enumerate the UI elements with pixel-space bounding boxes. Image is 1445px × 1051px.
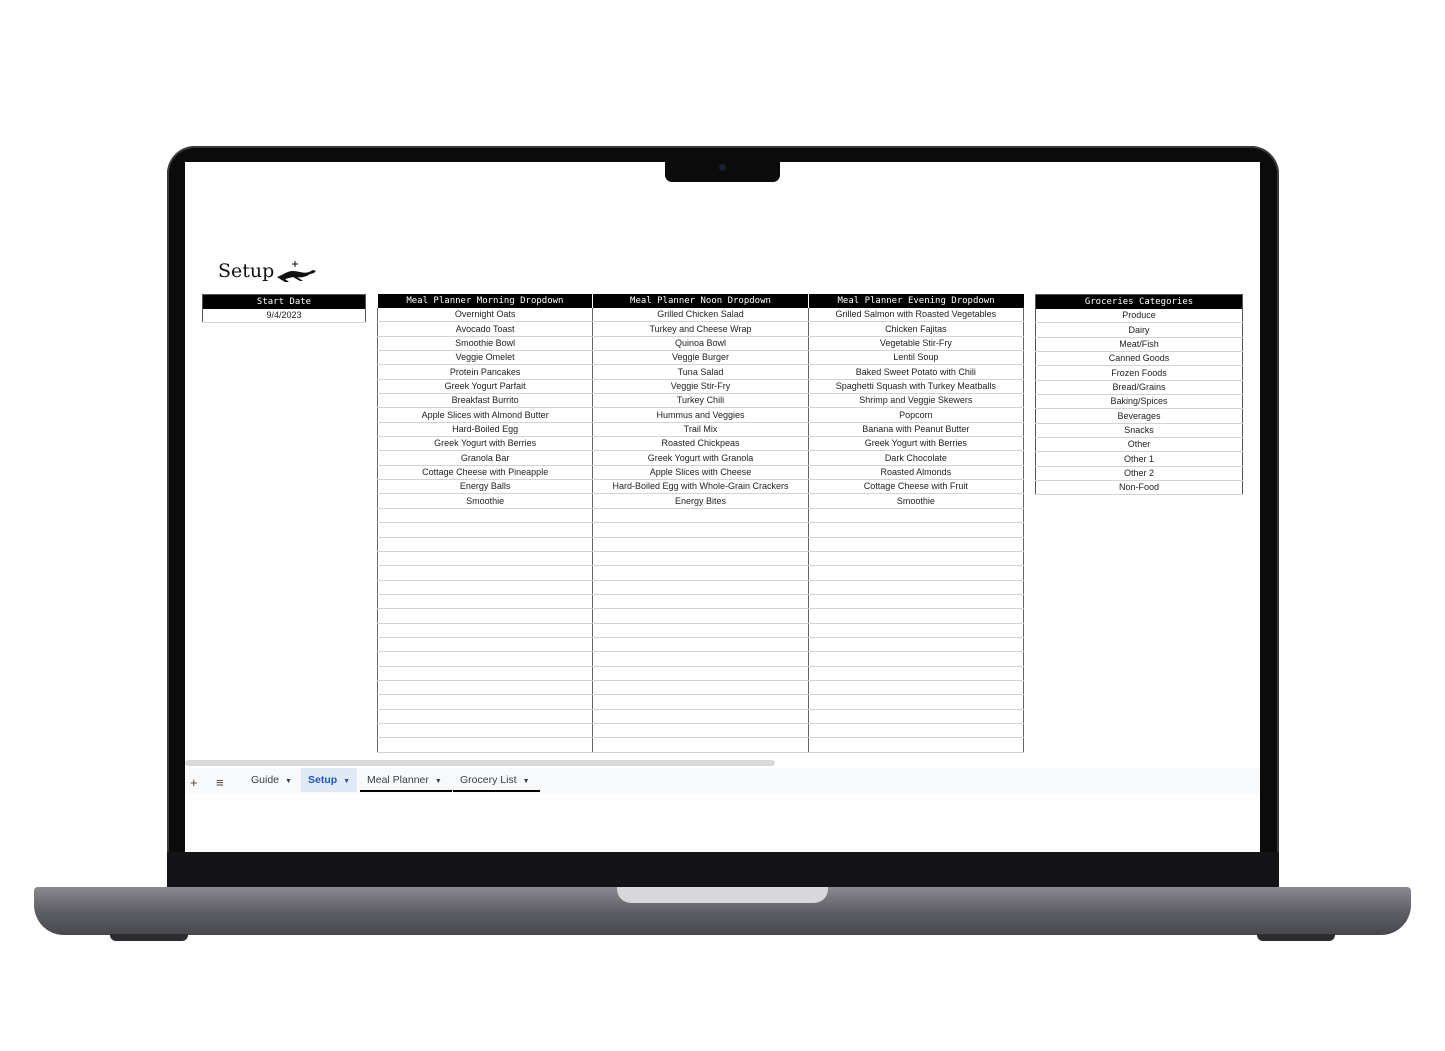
grocery-category-cell[interactable]: Meat/Fish xyxy=(1036,337,1243,351)
tab-guide[interactable] xyxy=(244,768,299,792)
table-row xyxy=(378,652,1024,666)
meal-cell[interactable] xyxy=(378,594,593,608)
meal-cell[interactable]: Cottage Cheese with Pineapple xyxy=(378,465,593,479)
meal-cell[interactable] xyxy=(593,666,808,680)
meal-cell[interactable]: Veggie Stir-Fry xyxy=(593,379,808,393)
meal-cell[interactable] xyxy=(593,738,808,752)
meal-cell[interactable] xyxy=(378,680,593,694)
meal-cell[interactable] xyxy=(378,623,593,637)
camera-icon xyxy=(719,164,726,171)
table-row xyxy=(1036,380,1243,394)
meal-cell[interactable]: Greek Yogurt Parfait xyxy=(378,379,593,393)
grocery-category-cell[interactable]: Produce xyxy=(1036,309,1243,323)
table-row xyxy=(1036,409,1243,423)
grocery-category-cell[interactable]: Baking/Spices xyxy=(1036,395,1243,409)
table-row xyxy=(1036,323,1243,337)
meal-cell[interactable] xyxy=(593,623,808,637)
meal-cell[interactable]: Apple Slices with Almond Butter xyxy=(378,408,593,422)
meal-cell[interactable]: Roasted Chickpeas xyxy=(593,437,808,451)
spreadsheet-screen xyxy=(185,162,1260,852)
table-row xyxy=(378,408,1024,422)
table-row xyxy=(378,666,1024,680)
meal-cell[interactable]: Spaghetti Squash with Turkey Meatballs xyxy=(808,379,1023,393)
table-row xyxy=(1036,481,1243,495)
meal-cell[interactable] xyxy=(378,695,593,709)
meal-dropdown-table xyxy=(377,294,1024,753)
meal-cell[interactable]: Trail Mix xyxy=(593,422,808,436)
table-row xyxy=(378,336,1024,350)
tab-meal-planner[interactable] xyxy=(360,768,452,792)
add-sheet-button[interactable]: + xyxy=(190,775,198,790)
table-row xyxy=(378,422,1024,436)
meal-cell[interactable]: Energy Balls xyxy=(378,480,593,494)
table-row xyxy=(378,351,1024,365)
page-title: Setup xyxy=(218,260,275,282)
meal-cell[interactable] xyxy=(808,738,1023,752)
meal-cell[interactable] xyxy=(808,695,1023,709)
meal-cell[interactable] xyxy=(593,551,808,565)
start-date-table xyxy=(202,294,366,323)
meal-cell[interactable] xyxy=(808,666,1023,680)
meal-cell[interactable] xyxy=(808,551,1023,565)
table-row xyxy=(378,723,1024,737)
table-row xyxy=(378,680,1024,694)
meal-cell[interactable]: Protein Pancakes xyxy=(378,365,593,379)
meal-cell[interactable]: Overnight Oats xyxy=(378,308,593,322)
table-row xyxy=(378,637,1024,651)
meal-cell[interactable]: Hummus and Veggies xyxy=(593,408,808,422)
meal-cell[interactable] xyxy=(378,609,593,623)
tab-label: Meal Planner xyxy=(367,774,429,786)
table-row xyxy=(1036,466,1243,480)
table-row xyxy=(378,365,1024,379)
meal-cell[interactable]: Chicken Fajitas xyxy=(808,322,1023,336)
all-sheets-menu-icon[interactable]: ≡ xyxy=(216,775,224,790)
table-row xyxy=(1036,452,1243,466)
meal-cell[interactable] xyxy=(808,609,1023,623)
meal-cell[interactable] xyxy=(378,652,593,666)
sheet-tab-bar xyxy=(185,768,1260,794)
meal-cell[interactable]: Grilled Salmon with Roasted Vegetables xyxy=(808,308,1023,322)
table-row xyxy=(378,709,1024,723)
laptop-foot xyxy=(110,934,188,941)
meal-cell[interactable]: Lentil Soup xyxy=(808,351,1023,365)
caret-down-icon[interactable]: ▼ xyxy=(343,778,351,785)
meal-cell[interactable]: Greek Yogurt with Berries xyxy=(808,437,1023,451)
table-row xyxy=(378,594,1024,608)
meal-cell[interactable] xyxy=(593,594,808,608)
caret-down-icon[interactable]: ▼ xyxy=(285,778,292,785)
grocery-category-cell[interactable]: Other xyxy=(1036,438,1243,452)
meal-cell[interactable]: Banana with Peanut Butter xyxy=(808,422,1023,436)
meal-cell[interactable] xyxy=(378,580,593,594)
meal-cell[interactable] xyxy=(808,623,1023,637)
meal-cell[interactable] xyxy=(593,637,808,651)
table-row xyxy=(1036,352,1243,366)
meal-cell[interactable]: Smoothie xyxy=(378,494,593,508)
meal-cell[interactable] xyxy=(593,680,808,694)
meal-cell[interactable] xyxy=(808,680,1023,694)
meal-cell[interactable]: Smoothie Bowl xyxy=(378,336,593,350)
morning-header: Meal Planner Morning Dropdown xyxy=(378,294,593,308)
table-row xyxy=(1036,395,1243,409)
table-row xyxy=(1036,438,1243,452)
meal-cell[interactable]: Tuna Salad xyxy=(593,365,808,379)
table-row xyxy=(378,551,1024,565)
meal-cell[interactable]: Turkey and Cheese Wrap xyxy=(593,322,808,336)
laptop-foot xyxy=(1257,934,1335,941)
meal-cell[interactable] xyxy=(808,566,1023,580)
groceries-categories-table xyxy=(1035,294,1243,495)
meal-cell[interactable] xyxy=(808,652,1023,666)
evening-header: Meal Planner Evening Dropdown xyxy=(808,294,1023,308)
table-row xyxy=(378,451,1024,465)
meal-cell[interactable]: Veggie Omelet xyxy=(378,351,593,365)
meal-cell[interactable] xyxy=(378,637,593,651)
tab-label: Setup xyxy=(308,774,338,786)
table-row xyxy=(378,523,1024,537)
meal-cell[interactable] xyxy=(808,537,1023,551)
table-row xyxy=(1036,337,1243,351)
tab-setup[interactable] xyxy=(301,768,357,792)
table-row xyxy=(378,322,1024,336)
table-row xyxy=(1036,366,1243,380)
horizontal-scrollbar[interactable] xyxy=(185,760,775,766)
meal-cell[interactable] xyxy=(378,523,593,537)
table-row xyxy=(378,494,1024,508)
grocery-category-cell[interactable]: Other 1 xyxy=(1036,452,1243,466)
meal-cell[interactable] xyxy=(378,709,593,723)
table-row xyxy=(378,480,1024,494)
tab-grocery-list[interactable] xyxy=(453,768,540,792)
meal-cell[interactable]: Breakfast Burrito xyxy=(378,394,593,408)
tab-label: Guide xyxy=(251,774,280,786)
meal-cell[interactable] xyxy=(593,580,808,594)
meal-cell[interactable] xyxy=(593,566,808,580)
meal-cell[interactable]: Grilled Chicken Salad xyxy=(593,308,808,322)
table-row xyxy=(378,508,1024,522)
meal-cell[interactable]: Vegetable Stir-Fry xyxy=(808,336,1023,350)
table-row xyxy=(378,437,1024,451)
meal-cell[interactable] xyxy=(378,551,593,565)
meal-cell[interactable] xyxy=(378,666,593,680)
meal-cell[interactable]: Turkey Chili xyxy=(593,394,808,408)
meal-cell[interactable] xyxy=(808,580,1023,594)
meal-cell[interactable] xyxy=(593,523,808,537)
meal-cell[interactable] xyxy=(378,566,593,580)
meal-cell[interactable] xyxy=(808,523,1023,537)
grocery-category-cell[interactable]: Snacks xyxy=(1036,423,1243,437)
table-row xyxy=(378,308,1024,322)
meal-cell[interactable]: Popcorn xyxy=(808,408,1023,422)
start-date-header: Start Date xyxy=(203,295,366,310)
grocery-category-cell[interactable]: Dairy xyxy=(1036,323,1243,337)
greyhound-logo-icon xyxy=(273,258,319,284)
meal-cell[interactable]: Roasted Almonds xyxy=(808,465,1023,479)
meal-cell[interactable] xyxy=(808,709,1023,723)
meal-cell[interactable] xyxy=(378,508,593,522)
noon-header: Meal Planner Noon Dropdown xyxy=(593,294,808,308)
meal-cell[interactable] xyxy=(378,738,593,752)
meal-cell[interactable] xyxy=(593,652,808,666)
table-row xyxy=(1036,309,1243,323)
grocery-category-cell[interactable]: Frozen Foods xyxy=(1036,366,1243,380)
meal-cell[interactable] xyxy=(808,723,1023,737)
meal-cell[interactable]: Greek Yogurt with Granola xyxy=(593,451,808,465)
meal-cell[interactable]: Avocado Toast xyxy=(378,322,593,336)
table-row xyxy=(378,738,1024,752)
grocery-category-cell[interactable]: Beverages xyxy=(1036,409,1243,423)
meal-cell[interactable]: Hard-Boiled Egg xyxy=(378,422,593,436)
meal-cell[interactable]: Baked Sweet Potato with Chili xyxy=(808,365,1023,379)
caret-down-icon[interactable]: ▼ xyxy=(522,778,530,785)
table-row xyxy=(378,566,1024,580)
meal-cell[interactable]: Hard-Boiled Egg with Whole-Grain Crackers xyxy=(593,480,808,494)
caret-down-icon[interactable]: ▼ xyxy=(434,778,442,785)
groceries-header: Groceries Categories xyxy=(1036,295,1243,310)
grocery-category-cell[interactable]: Other 2 xyxy=(1036,466,1243,480)
meal-cell[interactable]: Shrimp and Veggie Skewers xyxy=(808,394,1023,408)
meal-cell[interactable] xyxy=(378,723,593,737)
meal-cell[interactable] xyxy=(808,508,1023,522)
meal-cell[interactable] xyxy=(593,695,808,709)
meal-cell[interactable] xyxy=(378,537,593,551)
meal-cell[interactable]: Energy Bites xyxy=(593,494,808,508)
grocery-category-cell[interactable]: Non-Food xyxy=(1036,481,1243,495)
table-row xyxy=(378,609,1024,623)
meal-cell[interactable]: Greek Yogurt with Berries xyxy=(378,437,593,451)
table-row xyxy=(378,379,1024,393)
meal-cell[interactable]: Cottage Cheese with Fruit xyxy=(808,480,1023,494)
meal-cell[interactable] xyxy=(593,508,808,522)
table-row xyxy=(378,580,1024,594)
meal-cell[interactable] xyxy=(593,609,808,623)
laptop-opening-notch xyxy=(617,887,828,903)
table-row xyxy=(378,695,1024,709)
grocery-category-cell[interactable]: Bread/Grains xyxy=(1036,380,1243,394)
table-row xyxy=(378,623,1024,637)
table-row xyxy=(378,394,1024,408)
meal-cell[interactable] xyxy=(808,594,1023,608)
start-date-cell[interactable]: 9/4/2023 xyxy=(203,309,366,323)
meal-cell[interactable] xyxy=(808,637,1023,651)
meal-cell[interactable]: Dark Chocolate xyxy=(808,451,1023,465)
grocery-category-cell[interactable]: Canned Goods xyxy=(1036,352,1243,366)
table-row xyxy=(378,465,1024,479)
meal-cell[interactable] xyxy=(593,537,808,551)
meal-cell[interactable]: Granola Bar xyxy=(378,451,593,465)
meal-cell[interactable]: Quinoa Bowl xyxy=(593,336,808,350)
meal-cell[interactable]: Apple Slices with Cheese xyxy=(593,465,808,479)
laptop-hinge xyxy=(167,852,1279,888)
table-row xyxy=(1036,423,1243,437)
meal-cell[interactable]: Smoothie xyxy=(808,494,1023,508)
table-row xyxy=(378,537,1024,551)
tab-label: Grocery List xyxy=(460,774,517,786)
meal-cell[interactable]: Veggie Burger xyxy=(593,351,808,365)
meal-cell[interactable] xyxy=(593,709,808,723)
meal-cell[interactable] xyxy=(593,723,808,737)
